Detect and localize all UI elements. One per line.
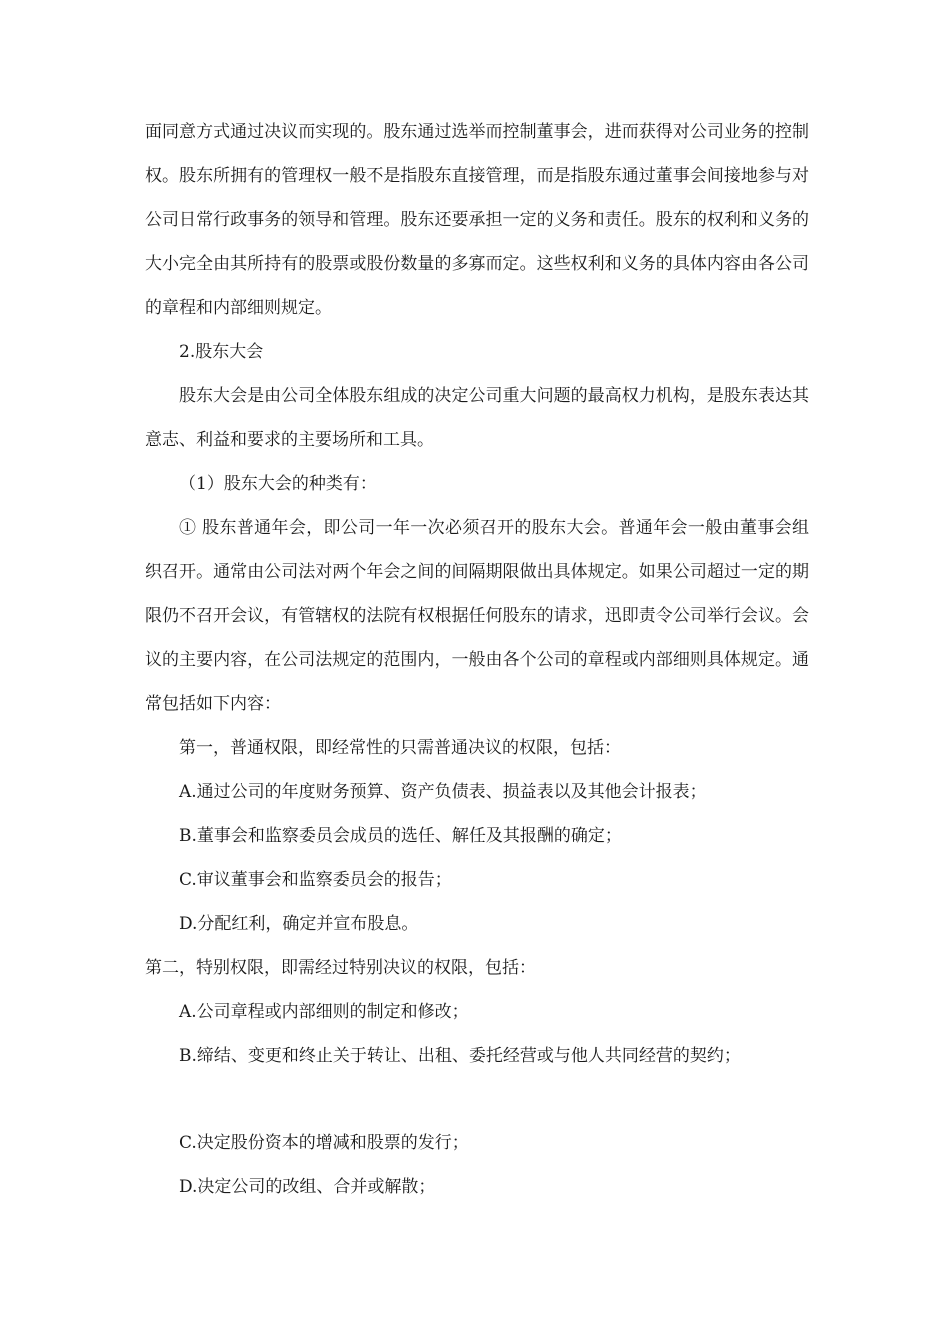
blank-line: [145, 1078, 809, 1121]
list-item-ordinary-b: B.董事会和监察委员会成员的选任、解任及其报酬的确定；: [179, 826, 622, 846]
list-heading-special-powers: 第二，特别权限，即需经过特别决议的权限，包括：: [145, 958, 536, 978]
subheading-meeting-types: （1）股东大会的种类有：: [179, 474, 377, 494]
list-item-special-d: D.决定公司的改组、合并或解散；: [179, 1177, 436, 1197]
list-item-ordinary-c: C.审议董事会和监察委员会的报告；: [179, 870, 452, 890]
heading-shareholder-meeting: 2.股东大会: [179, 342, 264, 362]
document-body: [145, 110, 809, 1209]
paragraph-annual-meeting: ① 股东普通年会，即公司一年一次必须召开的股东大会。普通年会一般由董事会组织召开。通常由公司法对两个年会之间的间隔期限做出具体规定。如果公司超过一定的期限仍不召开会议，有管辖权的法院有权根据任何股东的请求，迅即责令公司举行会议。会议的主要内容，在公司法规定的范围内，一般由各个公司的章程或内部细则具体规定。通常包括如下内容：: [145, 518, 809, 714]
list-item-ordinary-d: D.分配红利，确定并宣布股息。: [179, 914, 419, 934]
list-item-special-b: B.缔结、变更和终止关于转让、出租、委托经营或与他人共同经营的契约；: [179, 1046, 741, 1066]
paragraph-meeting-definition: 股东大会是由公司全体股东组成的决定公司重大问题的最高权力机构，是股东表达其意志、利益和要求的主要场所和工具。: [145, 386, 809, 450]
list-item-ordinary-a: A.通过公司的年度财务预算、资产负债表、损益表以及其他会计报表；: [179, 782, 707, 802]
paragraph-shareholder-rights: 面同意方式通过决议而实现的。股东通过选举而控制董事会，进而获得对公司业务的控制权。股东所拥有的管理权一般不是指股东直接管理，而是指股东通过董事会间接地参与对公司日常行政事务的领导和管理。股东还要承担一定的义务和责任。股东的权利和义务的大小完全由其所持有的股票或股份数量的多寡而定。这些权利和义务的具体内容由各公司的章程和内部细则规定。: [145, 122, 809, 318]
list-item-special-a: A.公司章程或内部细则的制定和修改；: [179, 1002, 469, 1022]
list-item-special-c: C.决定股份资本的增减和股票的发行；: [179, 1133, 469, 1153]
list-heading-ordinary-powers: 第一，普通权限，即经常性的只需普通决议的权限，包括：: [179, 738, 621, 758]
